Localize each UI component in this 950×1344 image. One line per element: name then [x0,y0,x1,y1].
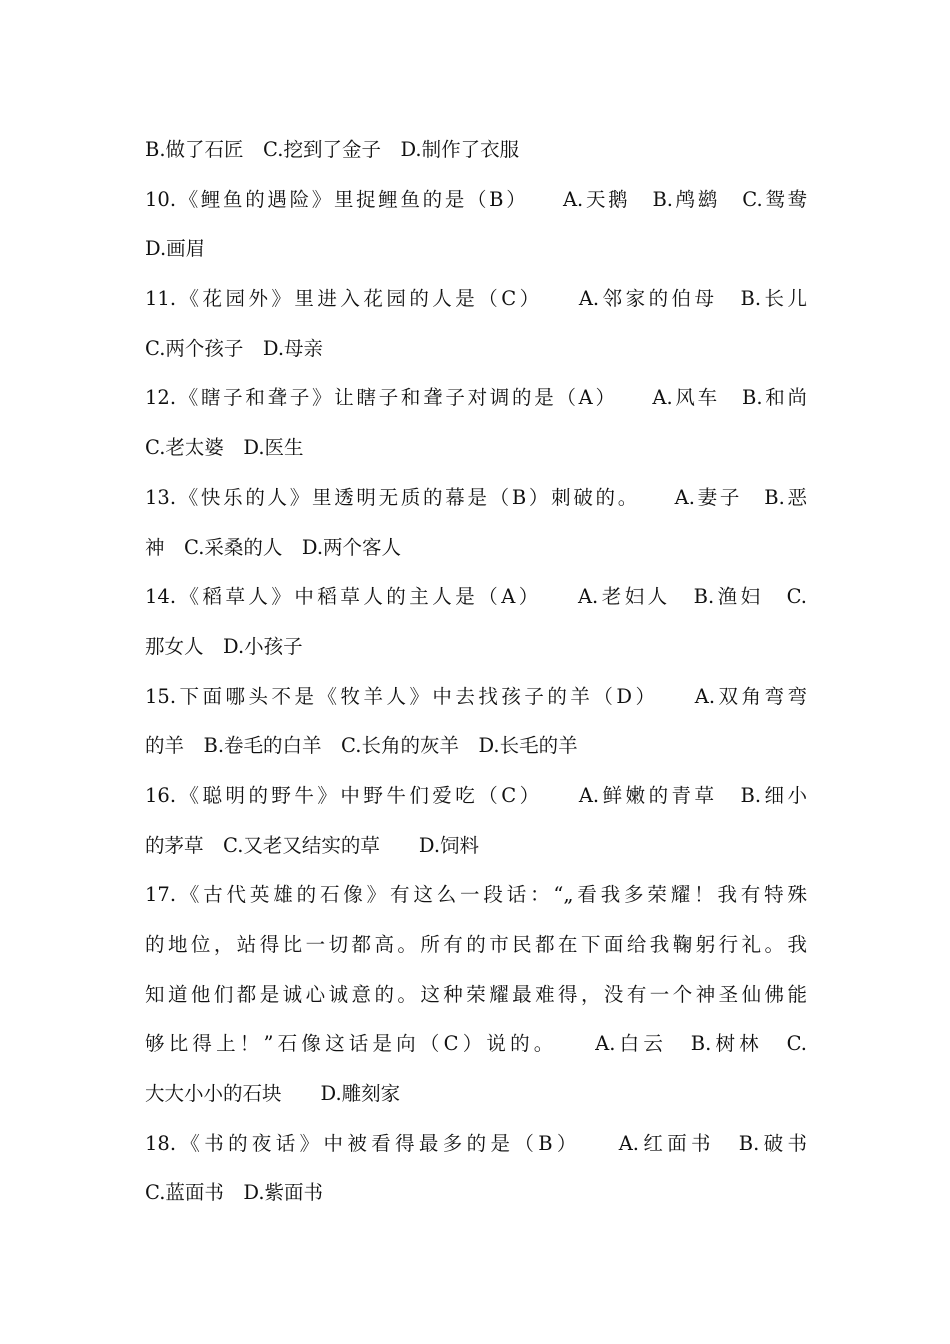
text-line: 15.下面哪头不是《牧羊人》中去找孩子的羊（D） A.双角弯弯 [145,684,807,708]
text-line: 的茅草 C.又老又结实的草 D.饲料 [145,833,480,857]
text-line: C.两个孩子 D.母亲 [145,336,324,360]
text-line: 的羊 B.卷毛的白羊 C.长角的灰羊 D.长毛的羊 [145,734,578,758]
document-page [145,125,807,1218]
text-line: 12.《瞎子和聋子》让瞎子和聋子对调的是（A） A.风车 B.和尚 [145,386,807,410]
text-line: 17.《古代英雄的石像》有这么一段话：“„看我多荣耀！我有特殊 [145,883,807,907]
text-line: 16.《聪明的野牛》中野牛们爱吃（C） A.鲜嫩的青草 B.细小 [145,783,807,807]
text-line: 知道他们都是诚心诚意的。这种荣耀最难得，没有一个神圣仙佛能 [145,982,807,1006]
text-line: 那女人 D.小孩子 [145,634,303,658]
text-line: 13.《快乐的人》里透明无质的幕是（B）刺破的。 A.妻子 B.恶 [145,485,807,509]
text-line: 够比得上！”石像这话是向（C）说的。 A.白云 B.树林 C. [145,1032,807,1056]
text-line: 18.《书的夜话》中被看得最多的是（B） A.红面书 B.破书 [145,1131,807,1155]
text-line: 大大小小的石块 D.雕刻家 [145,1082,401,1106]
text-line: D.画眉 [145,237,206,261]
text-line: 11.《花园外》里进入花园的人是（C） A.邻家的伯母 B.长儿 [145,287,807,311]
text-line: C.蓝面书 D.紫面书 [145,1181,324,1205]
text-line: 神 C.采桑的人 D.两个客人 [145,535,402,559]
text-line: 10.《鲤鱼的遇险》里捉鲤鱼的是（B） A.天鹅 B.鸬鹚 C.鸳鸯 [145,187,807,211]
text-line: 14.《稻草人》中稻草人的主人是（A） A.老妇人 B.渔妇 C. [145,585,807,609]
text-line: C.老太婆 D.医生 [145,436,304,460]
text-line: B.做了石匠 C.挖到了金子 D.制作了衣服 [145,138,520,161]
text-line: 的地位，站得比一切都高。所有的市民都在下面给我鞠躬行礼。我 [145,933,807,956]
